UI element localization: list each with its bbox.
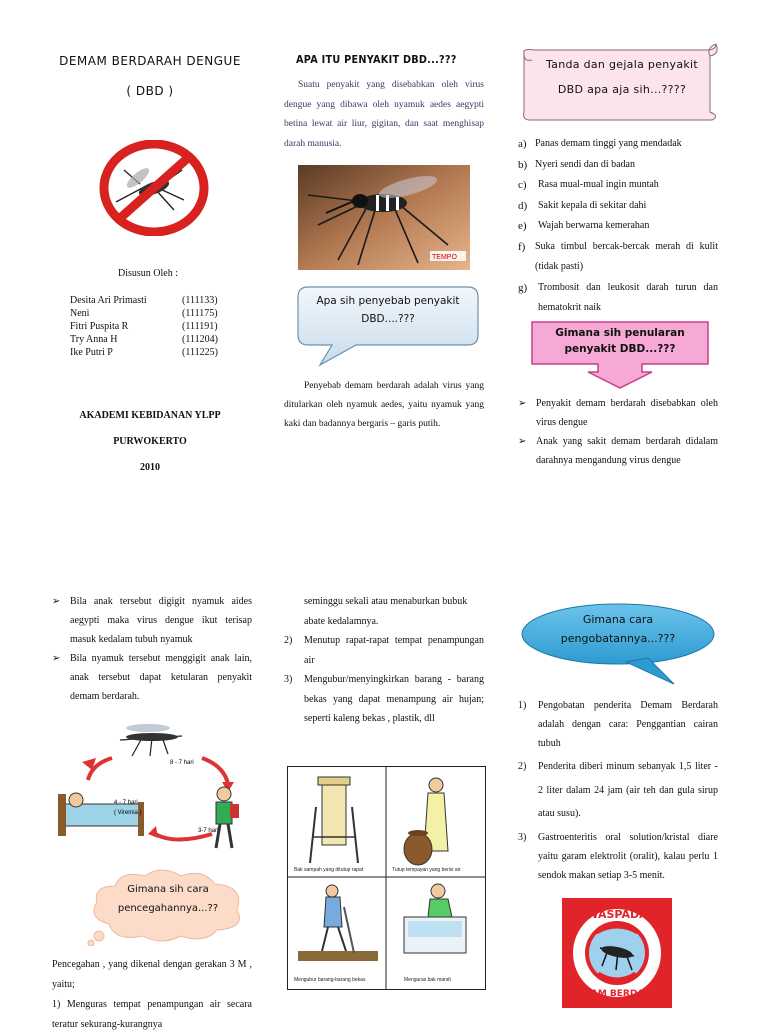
transmission-list xyxy=(518,394,718,470)
svg-text:( Viremia ): ( Viremia ) xyxy=(114,810,142,816)
authors-list xyxy=(70,294,250,359)
cause-question: Apa sih penyebab penyakit DBD....??? xyxy=(316,295,460,325)
symptoms-title: Tanda dan gejala penyakit DBD apa aja sih...???? xyxy=(545,58,699,96)
covered-jar-illustration xyxy=(404,778,448,865)
list-item: d) Sakit kepala di sekitar dahi xyxy=(518,199,647,212)
institution-block xyxy=(60,410,240,488)
treatment-list xyxy=(518,696,718,885)
svg-text:4 - 7 hari: 4 - 7 hari xyxy=(114,800,138,806)
list-item: ➢ Penyakit demam berdarah disebabkan oleh virus dengue xyxy=(518,394,718,432)
burying-illustration xyxy=(298,885,378,961)
symptoms-list xyxy=(518,134,718,319)
prevention-illustration-grid xyxy=(287,766,486,990)
svg-text:Mengubur barang-barang bekas: Mengubur barang-barang bekas xyxy=(294,977,366,983)
trash-bin-illustration xyxy=(310,777,358,863)
svg-text:WASPADA: WASPADA xyxy=(586,908,648,921)
list-item: ➢ Bila anak tersebut digigit nyamuk aides aegypti maka virus dengue ikut terisap masuk kedalam tubuh nyamuk xyxy=(52,592,252,649)
list-item: g) Trombosit dan leukosit darah turun dan hematokrit naik xyxy=(518,281,718,313)
bullet-arrow-icon: ➢ xyxy=(518,398,527,409)
author-row: Try Anna H (111204) xyxy=(70,334,218,345)
bullet-arrow-icon: ➢ xyxy=(52,653,61,664)
institution-name: AKADEMI KEBIDANAN YLPP xyxy=(79,410,221,421)
svg-text:Bak sampah yang ditutup rapat: Bak sampah yang ditutup rapat xyxy=(294,867,364,873)
list-item: f) Suka timbul bercak-bercak merah di kulit (tidak pasti) xyxy=(518,240,718,272)
institution-city: PURWOKERTO xyxy=(113,436,187,447)
svg-text:3-7 hari: 3-7 hari xyxy=(198,828,219,834)
title-line-2: ( DBD ) xyxy=(126,84,174,98)
bite-explanation-list xyxy=(52,592,252,706)
bullet-arrow-icon: ➢ xyxy=(518,436,527,447)
waspada-demam-berdarah-logo xyxy=(562,898,672,1008)
prevention-list-continued: seminggu sekali atau menaburkan bubuk abate kedalamnya. 2) Menutup rapat-rapat tempat penampungan air 3) Mengubur/menyingkirkan barang - barang bekas yang dapat menampung air hujan; seperti kaleng bekas , plastik, dll xyxy=(284,592,484,729)
transmission-cycle-illustration xyxy=(52,722,262,862)
list-item: e) Wajah berwarna kemerahan xyxy=(518,220,650,232)
photo-logo: TEMPO xyxy=(432,254,457,261)
svg-text:8 - 7 hari: 8 - 7 hari xyxy=(170,760,194,766)
prevention-question: Gimana sih cara pencegahannya...?? xyxy=(117,884,219,914)
list-item: 1) Pengobatan penderita Demam Berdarah adalah dengan cara: Penggantian cairan tubuh xyxy=(518,700,718,749)
prevention-text: Pencegahan , yang dikenal dengan gerakan 3 M , yaitu; 1) Menguras tempat penampungan air secara teratur sekurang-kurangnya xyxy=(52,959,252,1030)
list-item: b) Nyeri sendi dan di badan xyxy=(518,158,635,171)
author-row: Desita Ari Primasti (111133) xyxy=(70,295,218,306)
author-row: Ike Putri P (111225) xyxy=(70,347,218,358)
prepared-by-label: Disusun Oleh : xyxy=(118,268,178,279)
list-item: a) Panas demam tinggi yang mendadak xyxy=(518,138,682,150)
list-item: 3) Mengubur/menyingkirkan barang - barang bekas yang dapat menampung air hujan; seperti kaleng bekas , plastik, dll xyxy=(284,674,484,724)
list-item: ➢ Bila nyamuk tersebut menggigit anak lain, anak tersebut dapat ketularan penyakit demam berdarah. xyxy=(52,649,252,706)
list-item: 3) Gastroenteritis oral solution/kristal diare yaitu garam elektrolit (oralit), kalau perlu 1 sendok makan setiap 3-5 menit. xyxy=(518,831,718,881)
institution-year: 2010 xyxy=(140,462,160,473)
treatment-question: Gimana cara pengobatannya...??? xyxy=(560,613,676,645)
svg-text:DEMAM BERDARAH: DEMAM BERDARAH xyxy=(568,989,666,999)
list-item: 2) Penderita diberi minum sebanyak 1,5 liter - 2 liter dalam 24 jam (air teh dan gula sirup atau susu). xyxy=(518,761,718,819)
bullet-arrow-icon: ➢ xyxy=(52,596,61,607)
leaflet-title xyxy=(40,54,260,114)
transmission-question: Gimana sih penularan penyakit DBD...??? xyxy=(555,327,685,355)
section-title-what-is-dbd: APA ITU PENYAKIT DBD...??? xyxy=(296,53,457,66)
author-row: Neni (111175) xyxy=(70,308,218,319)
svg-text:Menguras bak mandi: Menguras bak mandi xyxy=(404,977,451,983)
list-item: 2) Menutup rapat-rapat tempat penampungan air xyxy=(284,635,484,666)
list-item: c) Rasa mual-mual ingin muntah xyxy=(518,179,659,191)
author-row: Fitri Puspita R (111191) xyxy=(70,321,218,332)
title-line-1: DEMAM BERDARAH DENGUE xyxy=(59,54,241,68)
tub-cleaning-illustration xyxy=(404,884,466,953)
no-mosquito-icon xyxy=(96,140,212,236)
cause-text: Penyebab demam berdarah adalah virus yang ditularkan oleh nyamuk aedes, yaitu nyamuk yang kaki dan badannya bergaris – garis putih. xyxy=(284,381,484,429)
list-item: ➢ Anak yang sakit demam berdarah didalam darahnya mengandung virus dengue xyxy=(518,432,718,470)
svg-text:Tutup tempayan yang berisi air: Tutup tempayan yang berisi air xyxy=(392,867,461,873)
mosquito-photo xyxy=(298,165,470,270)
dbd-definition: Suatu penyakit yang disebabkan oleh virus dengue yang dibawa oleh nyamuk aedes aegypti betina lewat air liur, gigitan, dan saat menghisap darah manusia. xyxy=(284,80,484,149)
